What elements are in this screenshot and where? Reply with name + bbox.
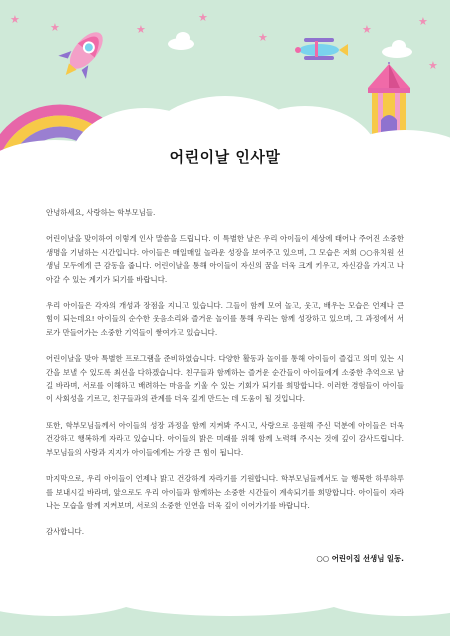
star-icon: ★ bbox=[258, 31, 268, 44]
signature: ○○ 어린이집 선생님 일동. bbox=[316, 553, 404, 563]
cloud-decoration bbox=[392, 40, 406, 52]
closing: 감사합니다. bbox=[46, 527, 85, 537]
star-icon: ★ bbox=[50, 21, 60, 34]
paragraph: 어린이날을 맞이하여 이렇게 인사 말씀을 드립니다. 이 특별한 날은 우리 아이들이 세상에 태어나 주어진 소중한 생명을 기념하는 시간입니다. 아이들은 매일매일 놀라운 성장을 보여주고 있으며, 그 모습은 저희 ○○유치원 선생님 모두에게 큰 감동을 줍니다. 어린이날을 통해 아이들이 자신의 꿈을 더욱 크게 키우고, 자신감을 가지고 나아갈 수 있는 계기가 되기를 바랍니다. bbox=[46, 234, 404, 284]
rocket-illustration bbox=[58, 22, 112, 82]
paragraph: 어린이날을 맞아 특별한 프로그램을 준비하였습니다. 다양한 활동과 놀이를 통해 아이들이 즐겁고 의미 있는 시간을 보낼 수 있도록 최선을 다하겠습니다. 친구들과 함께하는 즐거운 순간들이 아이들에게 소중한 추억으로 남길 바라며, 서로를 이해하고 배려하는 마음을 키울 수 있는 기회가 되기를 희망합니다. 이러한 경험들이 아이들이 사회성을 기르고, 친구들과의 관계를 더욱 깊게 만드는 데 도움이 될 것입니다. bbox=[46, 354, 404, 404]
cloud-decoration bbox=[176, 32, 190, 44]
paragraph: 우리 아이들은 각자의 개성과 장점을 지니고 있습니다. 그들이 함께 모여 놀고, 웃고, 배우는 모습은 언제나 큰 힘이 되는데요! 아이들의 순수한 웃음소리와 즐거운 놀이를 통해 우리는 함께 성장하고 있으며, 그 과정에서 서로가 만들어가는 소중한 기억들이 쌓여가고 있습니다. bbox=[46, 301, 404, 337]
airplane-illustration bbox=[290, 34, 350, 68]
star-icon: ★ bbox=[362, 23, 372, 36]
star-icon: ★ bbox=[428, 59, 438, 72]
greeting: 안녕하세요, 사랑하는 학부모님들. bbox=[46, 208, 156, 217]
star-icon: ★ bbox=[10, 13, 20, 26]
cloud-shape bbox=[110, 580, 350, 616]
paragraph: 마지막으로, 우리 아이들이 언제나 밝고 건강하게 자라기를 기원합니다. 학부모님들께서도 늘 행복한 하루하루를 보내시길 바라며, 앞으로도 우리 아이들과 함께하는 소중한 시간들이 계속되기를 희망합니다. 아이들이 자라나는 모습을 함께 지켜보며, 서로의 소중한 인연을 더욱 깊이 이어가기를 바랍니다. bbox=[46, 474, 404, 510]
paragraph: 또한, 학부모님들께서 아이들의 성장 과정을 함께 지켜봐 주시고, 사랑으로 응원해 주신 덕분에 아이들은 더욱 건강하고 행복하게 자라고 있습니다. 아이들의 밝은 미래를 위해 함께 노력해 주시는 것에 깊이 감사드립니다. 부모님들의 사랑과 지지가 아이들에게는 가장 큰 힘이 됩니다. bbox=[46, 420, 404, 457]
star-icon: ★ bbox=[198, 11, 208, 24]
letter-content bbox=[46, 206, 404, 565]
star-icon: ★ bbox=[136, 23, 146, 36]
page-title: 어린이날 인사말 bbox=[169, 148, 281, 166]
star-icon: ★ bbox=[418, 15, 428, 28]
